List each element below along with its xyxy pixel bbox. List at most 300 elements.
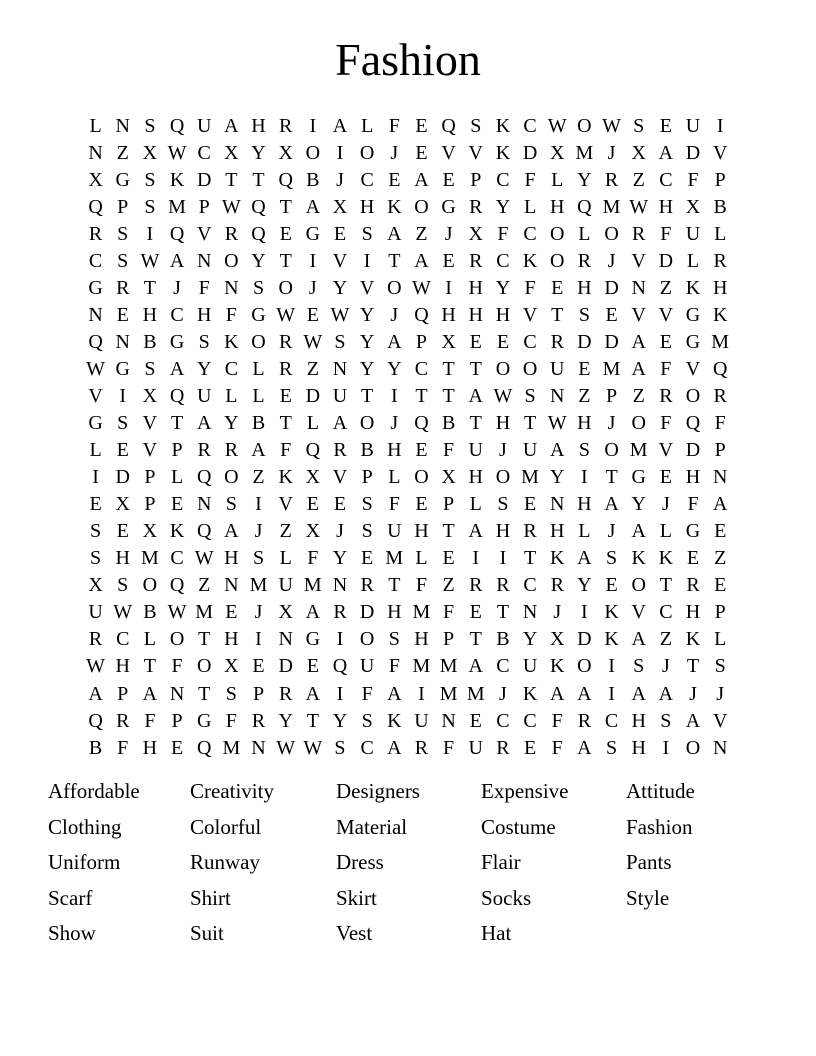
grid-letter: T xyxy=(415,384,428,407)
grid-letter: J xyxy=(661,655,670,678)
grid-letter: A xyxy=(332,412,348,435)
word-list-item: Show xyxy=(48,921,96,945)
grid-letter: X xyxy=(550,141,565,164)
grid-letter: N xyxy=(550,384,565,407)
grid-letter: M xyxy=(521,466,539,489)
grid-letter: E xyxy=(388,168,401,191)
grid-letter: N xyxy=(224,276,239,299)
grid-letter: V xyxy=(685,357,701,380)
grid-letter: O xyxy=(359,412,375,435)
grid-letter: E xyxy=(496,330,510,353)
grid-letter: E xyxy=(659,114,672,137)
grid-letter: F xyxy=(443,736,455,759)
grid-letter: A xyxy=(468,384,483,407)
grid-letter: V xyxy=(712,709,728,732)
grid-letter: R xyxy=(224,222,239,245)
word-list-item: Clothing xyxy=(48,814,122,839)
grid-letter: O xyxy=(278,276,293,299)
grid-letter: P xyxy=(117,195,129,218)
grid-letter: A xyxy=(387,222,402,245)
grid-letter: N xyxy=(88,141,103,164)
word-list-item: Affordable xyxy=(48,779,140,803)
grid-letter: O xyxy=(604,439,619,462)
grid-letter: Q xyxy=(441,114,456,137)
grid-letter: R xyxy=(88,222,103,245)
grid-letter: S xyxy=(144,195,156,218)
grid-letter: S xyxy=(605,547,618,570)
grid-letter: H xyxy=(115,655,130,678)
grid-letter: N xyxy=(196,249,212,272)
word-list-item: Material xyxy=(336,814,408,839)
grid-letter: L xyxy=(388,466,401,489)
grid-letter: N xyxy=(441,709,456,732)
grid-letter: K xyxy=(278,466,293,489)
grid-letter: E xyxy=(686,547,700,570)
grid-letter: M xyxy=(412,655,431,678)
grid-letter: O xyxy=(142,574,158,597)
grid-letter: F xyxy=(415,574,428,597)
grid-letter: J xyxy=(607,520,616,543)
grid-letter: P xyxy=(144,493,156,516)
grid-letter: J xyxy=(444,222,453,245)
grid-letter: V xyxy=(658,303,674,326)
grid-letter: Y xyxy=(387,357,402,380)
grid-letter: X xyxy=(305,466,321,489)
grid-letter: R xyxy=(577,709,592,732)
grid-letter: K xyxy=(522,249,538,272)
grid-letter: S xyxy=(225,682,237,705)
grid-letter: T xyxy=(225,168,238,191)
grid-letter: E xyxy=(333,222,347,245)
grid-letter: M xyxy=(140,547,159,570)
grid-letter: F xyxy=(388,114,400,137)
grid-letter: F xyxy=(524,168,536,191)
grid-letter: Z xyxy=(659,628,672,651)
grid-letter: J xyxy=(607,412,616,435)
word-list-item: Socks xyxy=(481,885,532,910)
grid-letter: Y xyxy=(359,303,375,326)
grid-letter: G xyxy=(115,168,130,191)
grid-letter: Q xyxy=(305,439,321,462)
grid-letter: J xyxy=(553,601,562,624)
grid-letter: X xyxy=(224,655,239,678)
grid-letter: L xyxy=(469,493,482,516)
grid-letter: R xyxy=(279,357,293,380)
grid-letter: L xyxy=(686,249,700,272)
grid-letter: F xyxy=(497,222,509,245)
grid-letter: L xyxy=(578,222,591,245)
grid-letter: F xyxy=(687,168,699,191)
grid-letter: A xyxy=(468,520,483,543)
grid-letter: A xyxy=(169,249,185,272)
grid-letter: K xyxy=(169,520,185,543)
grid-letter: X xyxy=(142,141,158,164)
grid-letter: H xyxy=(359,195,375,218)
grid-letter: A xyxy=(414,168,429,191)
grid-letter: T xyxy=(551,303,564,326)
grid-letter: Q xyxy=(88,330,103,353)
word-list-item: Costume xyxy=(481,814,556,839)
grid-letter: T xyxy=(279,412,292,435)
grid-letter: O xyxy=(631,412,646,435)
grid-letter: F xyxy=(687,493,699,516)
word-list-item: Suit xyxy=(190,921,224,945)
grid-letter: N xyxy=(332,357,348,380)
grid-letter: A xyxy=(142,682,158,705)
grid-letter: Y xyxy=(251,141,266,164)
grid-letter: X xyxy=(685,195,701,218)
grid-letter: G xyxy=(88,276,103,299)
grid-letter: O xyxy=(577,114,592,137)
grid-letter: P xyxy=(171,439,183,462)
grid-letter: E xyxy=(306,493,319,516)
grid-letter: A xyxy=(305,601,321,624)
grid-letter: W xyxy=(167,601,187,624)
grid-letter: A xyxy=(305,195,321,218)
grid-letter: M xyxy=(303,574,322,597)
grid-letter: C xyxy=(604,709,619,732)
grid-letter: K xyxy=(604,601,619,624)
grid-letter: C xyxy=(496,655,510,678)
grid-letter: S xyxy=(90,547,102,570)
grid-letter: R xyxy=(197,439,211,462)
grid-letter: H xyxy=(495,520,511,543)
grid-letter: O xyxy=(305,141,321,164)
grid-letter: Z xyxy=(659,276,672,299)
grid-letter: R xyxy=(713,249,727,272)
grid-letter: J xyxy=(499,439,507,462)
grid-letter: P xyxy=(605,384,618,407)
grid-letter: O xyxy=(550,249,565,272)
grid-letter: I xyxy=(309,249,317,272)
grid-letter: W xyxy=(547,412,567,435)
word-list-item: Skirt xyxy=(336,885,377,910)
grid-letter: S xyxy=(198,330,210,353)
grid-letter: S xyxy=(117,574,129,597)
grid-letter: Y xyxy=(495,276,511,299)
grid-letter: R xyxy=(659,384,673,407)
grid-letter: I xyxy=(581,601,588,624)
grid-letter: J xyxy=(254,520,263,543)
grid-letter: D xyxy=(359,601,375,624)
grid-letter: Z xyxy=(578,384,591,407)
grid-letter: V xyxy=(468,141,483,164)
grid-letter: N xyxy=(332,574,348,597)
word-list-item: Colorful xyxy=(190,814,262,839)
grid-letter: T xyxy=(306,709,319,732)
grid-letter: S xyxy=(361,493,373,516)
grid-letter: F xyxy=(225,303,237,326)
grid-letter: R xyxy=(550,330,564,353)
grid-letter: Q xyxy=(278,168,293,191)
grid-letter: E xyxy=(605,303,618,326)
grid-letter: A xyxy=(631,520,646,543)
grid-letter: I xyxy=(499,547,507,570)
grid-letter: K xyxy=(685,628,701,651)
grid-letter: O xyxy=(685,736,701,759)
grid-letter: M xyxy=(222,736,241,759)
grid-letter: C xyxy=(224,357,239,380)
grid-letter: S xyxy=(225,493,237,516)
grid-letter: K xyxy=(685,276,701,299)
grid-letter: E xyxy=(523,493,537,516)
grid-letter: S xyxy=(633,655,645,678)
word-list-item: Designers xyxy=(336,779,420,803)
grid-letter: X xyxy=(441,330,456,353)
grid-letter: P xyxy=(443,493,455,516)
grid-letter: D xyxy=(305,384,321,407)
grid-letter: J xyxy=(336,168,344,191)
grid-letter: L xyxy=(170,466,184,489)
grid-letter: E xyxy=(116,439,129,462)
grid-letter: S xyxy=(605,736,618,759)
grid-letter: G xyxy=(115,357,130,380)
grid-letter: V xyxy=(88,384,103,407)
grid-letter: T xyxy=(469,412,482,435)
grid-letter: U xyxy=(685,114,701,137)
grid-letter: Z xyxy=(279,520,292,543)
word-list-item: Attitude xyxy=(626,779,695,803)
grid-letter: E xyxy=(252,655,265,678)
grid-letter: Q xyxy=(332,655,348,678)
grid-letter: S xyxy=(361,709,373,732)
grid-letter: P xyxy=(252,682,265,705)
grid-letter: A xyxy=(550,682,565,705)
grid-letter: O xyxy=(359,628,375,651)
grid-letter: G xyxy=(441,195,456,218)
grid-letter: A xyxy=(387,682,402,705)
grid-letter: C xyxy=(197,141,211,164)
grid-letter: I xyxy=(390,384,398,407)
grid-letter: N xyxy=(224,574,239,597)
grid-letter: V xyxy=(631,601,646,624)
grid-letter: W xyxy=(194,547,214,570)
grid-letter: I xyxy=(472,547,480,570)
grid-letter: Y xyxy=(278,709,293,732)
grid-letter: A xyxy=(658,141,674,164)
grid-letter: X xyxy=(224,141,239,164)
grid-letter: X xyxy=(332,195,348,218)
grid-letter: I xyxy=(581,466,588,489)
grid-letter: L xyxy=(361,114,374,137)
grid-letter: G xyxy=(305,222,321,245)
grid-letter: S xyxy=(144,357,156,380)
grid-letter: W xyxy=(330,303,350,326)
grid-letter: Q xyxy=(169,222,185,245)
grid-letter: W xyxy=(629,195,649,218)
grid-letter: P xyxy=(198,195,210,218)
grid-letter: E xyxy=(714,520,727,543)
grid-letter: O xyxy=(387,276,402,299)
grid-letter: F xyxy=(388,655,400,678)
grid-letter: Y xyxy=(332,276,348,299)
grid-letter: C xyxy=(88,249,103,272)
grid-letter: S xyxy=(388,628,400,651)
grid-letter: O xyxy=(550,222,565,245)
grid-letter: X xyxy=(305,520,321,543)
grid-letter: S xyxy=(578,303,590,326)
grid-letter: O xyxy=(224,249,239,272)
grid-letter: H xyxy=(658,195,674,218)
grid-letter: R xyxy=(360,574,374,597)
grid-letter: T xyxy=(686,655,700,678)
grid-letter: I xyxy=(662,736,670,759)
grid-letter: H xyxy=(142,303,158,326)
grid-letter: Z xyxy=(415,222,428,245)
grid-letter: P xyxy=(443,628,455,651)
grid-letter: M xyxy=(439,682,458,705)
grid-letter: T xyxy=(198,682,211,705)
grid-letter: Y xyxy=(577,168,592,191)
grid-letter: S xyxy=(497,493,509,516)
grid-letter: V xyxy=(278,493,293,516)
grid-letter: Q xyxy=(577,195,592,218)
grid-letter: C xyxy=(170,303,184,326)
grid-letter: K xyxy=(169,168,185,191)
grid-letter: T xyxy=(143,655,156,678)
grid-letter: E xyxy=(442,249,455,272)
grid-letter: T xyxy=(442,520,455,543)
grid-letter: S xyxy=(90,520,102,543)
grid-letter: K xyxy=(495,114,511,137)
grid-letter: Y xyxy=(332,547,348,570)
grid-letter: C xyxy=(523,222,537,245)
grid-letter: Z xyxy=(198,574,211,597)
grid-letter: M xyxy=(629,439,648,462)
grid-letter: W xyxy=(86,357,106,380)
grid-letter: N xyxy=(522,601,538,624)
grid-letter: I xyxy=(608,655,615,678)
grid-letter: A xyxy=(550,439,565,462)
grid-letter: E xyxy=(442,547,455,570)
grid-letter: T xyxy=(361,384,374,407)
grid-letter: D xyxy=(577,330,592,353)
grid-letter: A xyxy=(468,655,483,678)
grid-letter: N xyxy=(712,466,728,489)
grid-letter: C xyxy=(523,574,537,597)
grid-letter: N xyxy=(115,330,130,353)
grid-letter: B xyxy=(88,736,103,759)
grid-letter: F xyxy=(198,276,210,299)
grid-letter: E xyxy=(714,574,727,597)
grid-letter: H xyxy=(115,547,130,570)
grid-letter: V xyxy=(631,249,646,272)
grid-letter: J xyxy=(390,412,399,435)
grid-letter: B xyxy=(306,168,320,191)
grid-letter: V xyxy=(712,141,728,164)
grid-letter: H xyxy=(224,628,239,651)
grid-letter: L xyxy=(89,439,102,462)
grid-letter: O xyxy=(495,357,511,380)
grid-letter: C xyxy=(523,114,537,137)
grid-letter: Z xyxy=(252,466,265,489)
grid-letter: A xyxy=(196,412,212,435)
grid-letter: X xyxy=(88,574,103,597)
grid-letter: H xyxy=(577,412,592,435)
grid-letter: N xyxy=(88,303,103,326)
grid-letter: A xyxy=(631,682,646,705)
grid-letter: C xyxy=(414,357,429,380)
grid-letter: S xyxy=(144,114,156,137)
grid-letter: H xyxy=(387,439,402,462)
grid-letter: Y xyxy=(577,574,592,597)
grid-letter: H xyxy=(550,195,565,218)
grid-letter: S xyxy=(334,330,346,353)
grid-letter: H xyxy=(577,276,592,299)
grid-letter: T xyxy=(442,357,455,380)
word-list-item: Scarf xyxy=(48,885,93,910)
grid-letter: D xyxy=(278,655,293,678)
grid-letter: M xyxy=(385,547,404,570)
grid-letter: J xyxy=(308,276,317,299)
grid-letter: G xyxy=(685,303,701,326)
grid-letter: U xyxy=(359,655,375,678)
word-list-item: Vest xyxy=(336,921,373,945)
grid-letter: R xyxy=(577,249,592,272)
grid-letter: E xyxy=(333,493,347,516)
grid-letter: W xyxy=(303,330,323,353)
grid-letter: E xyxy=(551,276,564,299)
word-list xyxy=(0,774,816,974)
grid-letter: R xyxy=(414,736,429,759)
grid-letter: O xyxy=(631,574,646,597)
grid-letter: O xyxy=(604,222,619,245)
grid-letter: S xyxy=(144,168,156,191)
grid-letter: M xyxy=(711,330,730,353)
grid-letter: H xyxy=(685,601,701,624)
word-list-column xyxy=(48,774,140,952)
grid-letter: H xyxy=(577,493,592,516)
grid-letter: B xyxy=(496,628,510,651)
grid-letter: K xyxy=(495,141,511,164)
grid-letter: A xyxy=(658,682,674,705)
grid-letter: R xyxy=(279,114,293,137)
grid-letter: W xyxy=(493,384,513,407)
grid-letter: D xyxy=(196,168,212,191)
grid-letter: Q xyxy=(169,384,185,407)
word-list-item: Expensive xyxy=(481,779,569,803)
grid-letter: K xyxy=(387,195,402,218)
word-list-item: Style xyxy=(626,885,670,910)
grid-letter: A xyxy=(577,547,592,570)
grid-letter: W xyxy=(303,736,323,759)
grid-letter: H xyxy=(495,303,511,326)
grid-letter: K xyxy=(604,628,619,651)
grid-letter: Z xyxy=(632,384,645,407)
grid-letter: T xyxy=(143,276,156,299)
word-search-grid xyxy=(82,112,734,761)
grid-letter: R xyxy=(116,276,130,299)
grid-letter: M xyxy=(249,574,268,597)
grid-letter: T xyxy=(442,384,455,407)
grid-letter: T xyxy=(523,412,537,435)
grid-letter: E xyxy=(116,303,129,326)
grid-letter: H xyxy=(468,276,483,299)
word-list-item: Hat xyxy=(481,921,512,945)
grid-letter: S xyxy=(524,384,536,407)
grid-letter: H xyxy=(224,547,239,570)
grid-letter: U xyxy=(278,574,293,597)
grid-letter: T xyxy=(605,466,618,489)
grid-letter: C xyxy=(659,601,673,624)
grid-letter: F xyxy=(307,547,319,570)
grid-letter: N xyxy=(169,682,185,705)
grid-letter: G xyxy=(685,330,701,353)
grid-letter: R xyxy=(550,574,564,597)
grid-letter: F xyxy=(171,655,183,678)
grid-letter: D xyxy=(685,439,701,462)
grid-letter: Q xyxy=(196,466,212,489)
